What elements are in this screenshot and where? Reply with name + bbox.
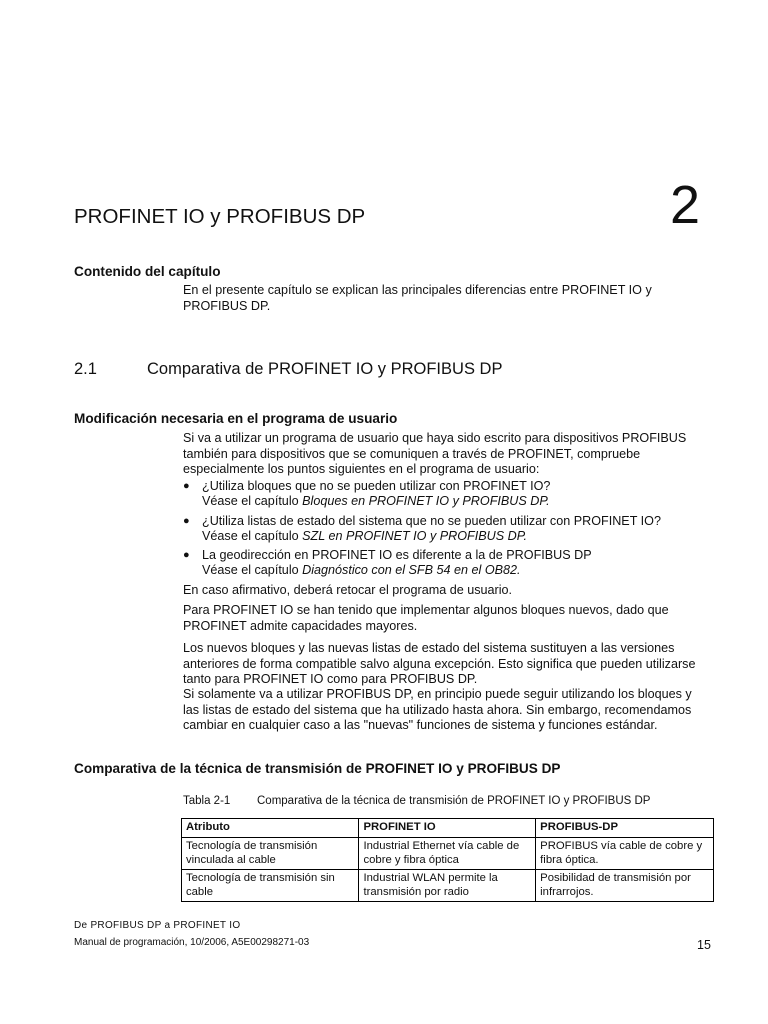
paragraph bbox=[183, 687, 692, 734]
chapter-reference: Diagnóstico con el SFB 54 en el OB82. bbox=[302, 563, 521, 577]
text-line: también para dispositivos que se comuniquen a través de PROFINET, compruebe bbox=[183, 446, 641, 461]
chapter-number: 2 bbox=[670, 175, 701, 235]
table-cell: Industrial Ethernet vía cable de cobre y fibra óptica bbox=[359, 838, 536, 870]
column-header: PROFIBUS-DP bbox=[536, 819, 714, 838]
table-cell: Posibilidad de transmisión por infrarrojos. bbox=[536, 870, 714, 902]
bullet-question: La geodirección en PROFINET IO es diferente a la de PROFIBUS DP bbox=[202, 548, 592, 562]
paragraph bbox=[183, 603, 669, 634]
text-line: En el presente capítulo se explican las principales diferencias entre PROFINET IO y bbox=[183, 283, 652, 297]
paragraph bbox=[183, 641, 695, 688]
bullet-see: Véase el capítulo bbox=[202, 563, 303, 577]
table-cell: Industrial WLAN permite la transmisión por radio bbox=[359, 870, 536, 902]
text-line: tanto para PROFINET IO como para PROFIBUS DP. bbox=[183, 672, 478, 686]
section-number: 2.1 bbox=[74, 360, 97, 378]
table-caption: Comparativa de la técnica de transmisión de PROFINET IO y PROFIBUS DP bbox=[257, 795, 651, 807]
chapter-reference: Bloques en PROFINET IO y PROFIBUS DP. bbox=[302, 494, 550, 508]
table-row bbox=[182, 870, 714, 902]
table-cell: Tecnología de transmisión vinculada al cable bbox=[182, 838, 359, 870]
modificacion-intro bbox=[183, 431, 686, 478]
comparison-table bbox=[181, 818, 714, 902]
bullet-see: Véase el capítulo bbox=[202, 529, 303, 543]
bullet-see: Véase el capítulo bbox=[202, 494, 303, 508]
column-header: PROFINET IO bbox=[359, 819, 536, 838]
contenido-heading: Contenido del capítulo bbox=[74, 264, 221, 279]
modificacion-heading: Modificación necesaria en el programa de usuario bbox=[74, 411, 398, 426]
text-line: PROFINET admite capacidades mayores. bbox=[183, 618, 418, 633]
table-caption-label: Tabla 2-1 bbox=[183, 795, 231, 807]
table-header-row bbox=[182, 819, 714, 838]
bullet-question: ¿Utiliza listas de estado del sistema que no se pueden utilizar con PROFINET IO? bbox=[202, 514, 661, 528]
bullet-icon: ● bbox=[183, 515, 190, 527]
table-cell: PROFIBUS vía cable de cobre y fibra óptica. bbox=[536, 838, 714, 870]
text-line: Si solamente va a utilizar PROFIBUS DP, en principio puede seguir utilizando los bloques y bbox=[183, 687, 692, 701]
bullet-icon: ● bbox=[183, 480, 190, 492]
contenido-text bbox=[183, 283, 652, 314]
section-title: Comparativa de PROFINET IO y PROFIBUS DP bbox=[147, 360, 503, 378]
chapter-title: PROFINET IO y PROFIBUS DP bbox=[74, 205, 366, 228]
comparativa-heading: Comparativa de la técnica de transmisión de PROFINET IO y PROFIBUS DP bbox=[74, 761, 561, 776]
table-cell: Tecnología de transmisión sin cable bbox=[182, 870, 359, 902]
text-line: cambiar en cualquier caso a las "nuevas" funciones de sistema y funciones estándar. bbox=[183, 718, 658, 732]
footer-manual-info: Manual de programación, 10/2006, A5E00298271-03 bbox=[74, 937, 310, 948]
text-line: las listas de estado del sistema que ha utilizado hasta ahora. Sin embargo, recomendamos bbox=[183, 702, 692, 717]
bullet-question: ¿Utiliza bloques que no se pueden utilizar con PROFINET IO? bbox=[202, 479, 551, 493]
page-number: 15 bbox=[697, 938, 711, 952]
chapter-reference: SZL en PROFINET IO y PROFIBUS DP. bbox=[302, 529, 528, 543]
text-line: Para PROFINET IO se han tenido que implementar algunos bloques nuevos, dado que bbox=[183, 603, 669, 617]
paragraph bbox=[183, 583, 512, 599]
text-line: Los nuevos bloques y las nuevas listas de estado del sistema sustituyen a las versiones bbox=[183, 641, 675, 655]
table-row bbox=[182, 838, 714, 870]
text-line: En caso afirmativo, deberá retocar el programa de usuario. bbox=[183, 583, 513, 597]
footer-doc-title: De PROFIBUS DP a PROFINET IO bbox=[74, 920, 241, 931]
text-line: Si va a utilizar un programa de usuario que haya sido escrito para dispositivos PROFIBUS bbox=[183, 431, 687, 445]
bullet-icon: ● bbox=[183, 549, 190, 561]
text-line: PROFIBUS DP. bbox=[183, 298, 271, 313]
text-line: especialmente los puntos siguientes en el programa de usuario: bbox=[183, 462, 540, 476]
column-header: Atributo bbox=[182, 819, 359, 838]
text-line: anteriores de forma compatible salvo alguna excepción. Esto significa que pueden utilizarse bbox=[183, 656, 696, 671]
